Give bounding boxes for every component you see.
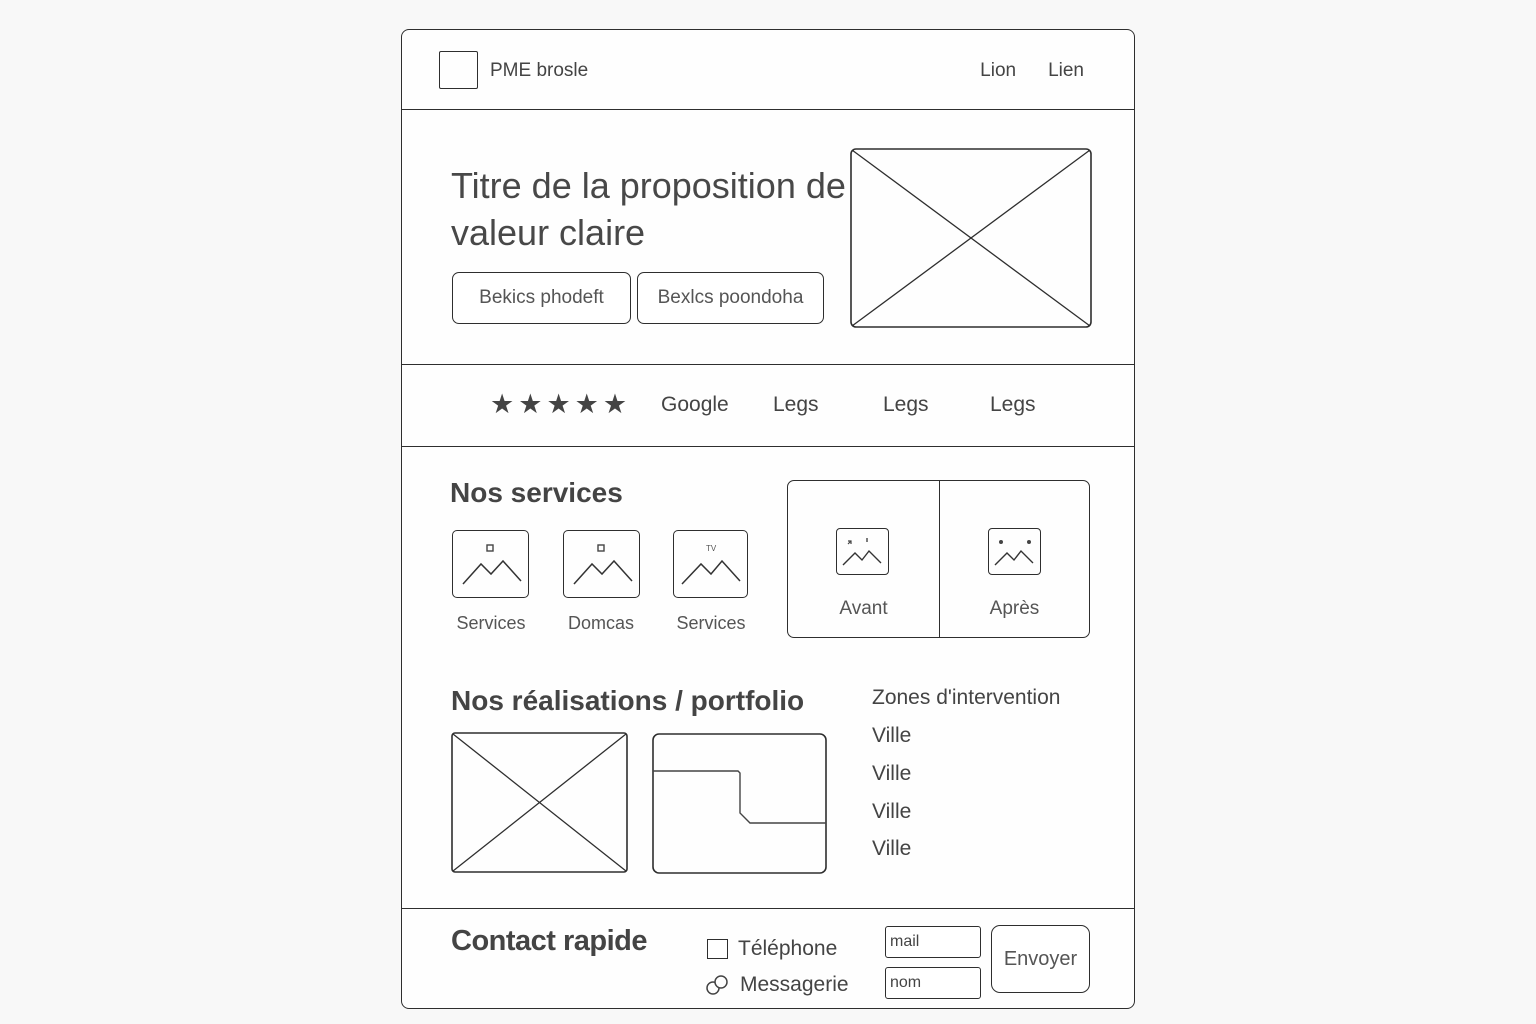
social-proof-bar bbox=[402, 365, 1134, 447]
nav-links bbox=[980, 60, 1084, 82]
chat-link-icon bbox=[704, 974, 730, 996]
star-icon: ★ bbox=[546, 389, 571, 419]
service-label-3: Services bbox=[676, 613, 746, 633]
service-card-3[interactable] bbox=[673, 530, 748, 598]
nav-link-2[interactable]: Lien bbox=[1048, 60, 1084, 81]
star-rating bbox=[490, 389, 627, 420]
header bbox=[402, 30, 1134, 110]
image-icon bbox=[453, 531, 527, 596]
proof-logo-2: Legs bbox=[883, 393, 929, 416]
star-icon: ★ bbox=[602, 389, 628, 419]
contact-title: Contact rapide bbox=[451, 925, 648, 957]
image-icon bbox=[674, 531, 746, 596]
email-field[interactable] bbox=[885, 926, 981, 958]
zone-item: Ville bbox=[872, 800, 912, 823]
service-card-1[interactable] bbox=[452, 530, 529, 598]
name-field[interactable] bbox=[885, 967, 981, 999]
contact-option-phone[interactable] bbox=[707, 937, 837, 961]
proof-logo-1: Legs bbox=[773, 393, 819, 416]
before-label: Avant bbox=[839, 598, 888, 619]
after-panel[interactable] bbox=[939, 480, 1090, 638]
secondary-cta-button[interactable]: Bexlcs poondoha bbox=[637, 272, 824, 324]
star-icon: ★ bbox=[574, 389, 599, 419]
contact-option-message[interactable] bbox=[704, 973, 849, 997]
service-label-1: Services bbox=[456, 613, 526, 633]
services-title: Nos services bbox=[450, 477, 623, 508]
portfolio-image-placeholder-2[interactable] bbox=[652, 733, 827, 874]
before-panel[interactable] bbox=[787, 480, 940, 638]
brand-name[interactable]: PME brosle bbox=[490, 60, 589, 81]
zone-item: Ville bbox=[872, 762, 912, 785]
primary-cta-button[interactable]: Bekics phodeft bbox=[452, 272, 631, 324]
proof-logo-3: Legs bbox=[990, 393, 1036, 416]
image-icon bbox=[988, 528, 1041, 575]
contact-option-label: Messagerie bbox=[740, 973, 849, 996]
submit-button[interactable]: Envoyer bbox=[991, 925, 1090, 993]
after-label: Après bbox=[989, 598, 1040, 619]
hero-section bbox=[402, 110, 1134, 365]
proof-google: Google bbox=[661, 393, 729, 416]
hero-title: Titre de la proposition de valeur claire bbox=[451, 165, 846, 253]
logo-placeholder[interactable] bbox=[439, 51, 478, 89]
checkbox-icon[interactable] bbox=[707, 939, 728, 959]
contact-option-label: Téléphone bbox=[738, 937, 838, 960]
wireframe-page bbox=[401, 29, 1135, 1009]
zone-item: Ville bbox=[872, 837, 912, 860]
zones-title: Zones d'intervention bbox=[872, 686, 1061, 709]
nav-link-1[interactable]: Lion bbox=[980, 60, 1017, 81]
zone-item: Ville bbox=[872, 724, 912, 747]
service-label-2: Domcas bbox=[567, 613, 634, 633]
svg-text:TV: TV bbox=[706, 544, 717, 553]
star-icon: ★ bbox=[518, 389, 543, 419]
image-icon bbox=[836, 528, 889, 575]
contact-section bbox=[402, 909, 1134, 1009]
image-icon bbox=[564, 531, 638, 596]
star-icon: ★ bbox=[490, 389, 515, 419]
hero-image-placeholder bbox=[850, 148, 1092, 328]
services-section bbox=[402, 447, 1134, 909]
portfolio-image-placeholder-1[interactable] bbox=[451, 732, 628, 873]
portfolio-title: Nos réalisations / portfolio bbox=[451, 685, 805, 716]
service-card-2[interactable] bbox=[563, 530, 640, 598]
